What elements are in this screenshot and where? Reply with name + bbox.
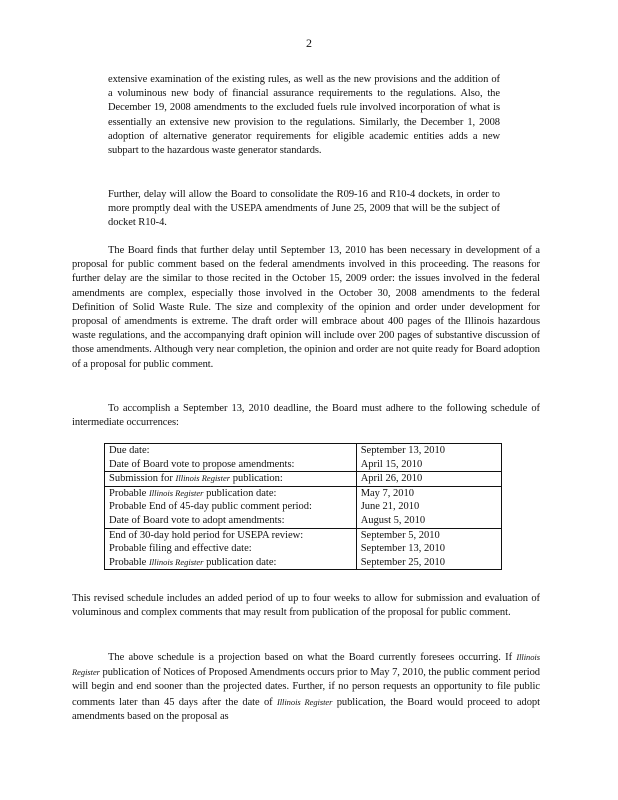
schedule-group: [105, 486, 502, 528]
paragraph-projection: The above schedule is a projection based on what the Board currently foresees occurring. If Illinois Register publication of Notices of Proposed Amendments occurs prior to May 7, 2010, the public comment period will begin and end sooner than the projected dates. Further, if no person requests an opportunity to file public comments later than 45 days after the date of Illinois Register publication, the Board would proceed to adopt amendments based on the proposal as: [72, 652, 540, 722]
schedule-group: [105, 444, 502, 472]
schedule-event: Submission for Illinois Register publication:: [109, 473, 283, 485]
schedule-events-cell: [105, 472, 357, 487]
schedule-date: April 15, 2010: [360, 458, 423, 470]
paragraph-schedule-intro: To accomplish a September 13, 2010 deadline, the Board must adhere to the following schedule of intermediate occurrences:: [72, 403, 540, 429]
schedule-dates-cell: [356, 444, 501, 472]
schedule-date: September 13, 2010: [360, 543, 445, 555]
paragraph-further-delay: The Board finds that further delay until September 13, 2010 has been necessary in development of a proposal for public comment based on the federal amendments involved in this proceeding. The reasons for further delay are the similar to those recited in the October 15, 2009 order: the issues involved in the federal amendments are complex, especially those involved in the October 30, 2008 amendments to the federal Definition of Solid Waste Rule. The size and complexity of the opinion and order under development for proposal of amendments is extreme. The draft order will embrace about 400 pages of the Illinois hazardous waste regulations, and the accompanying draft opinion will include over 200 pages of substantive discussion of those amendments. Although very near completion, the opinion and order are not quite ready for Board adoption of a proposal for public comment.: [72, 245, 540, 370]
schedule-dates-cell: [356, 528, 501, 570]
schedule-group: [105, 472, 502, 487]
schedule-events-cell: [105, 486, 357, 528]
schedule-table: [104, 443, 502, 570]
schedule-dates-cell: [356, 486, 501, 528]
schedule-event: Date of Board vote to propose amendments:: [109, 458, 295, 470]
schedule-event: Probable End of 45-day public comment period:: [109, 501, 312, 513]
schedule-group: [105, 528, 502, 570]
schedule-date: June 21, 2010: [360, 501, 420, 513]
schedule-event: Probable filing and effective date:: [109, 543, 252, 555]
schedule-date: August 5, 2010: [360, 514, 426, 526]
paragraph-revised-schedule: This revised schedule includes an added period of up to four weeks to allow for submission and evaluation of voluminous and complex comments that may result from publication of the proposal for public comment.: [72, 593, 540, 619]
page-number: 2: [306, 36, 312, 50]
schedule-dates-cell: [356, 472, 501, 487]
schedule-events-cell: [105, 444, 357, 472]
schedule-event: Date of Board vote to adopt amendments:: [109, 514, 285, 526]
schedule-date: May 7, 2010: [360, 487, 415, 499]
schedule-event: Probable Illinois Register publication date:: [109, 556, 277, 568]
schedule-event: End of 30-day hold period for USEPA review:: [109, 529, 304, 541]
paragraph-financial-assurance: extensive examination of the existing rules, as well as the new provisions and the addition of a voluminous new body of financial assurance requirements to the regulations. Also, the December 19, 2008 amendments to the excluded fuels rule involved incorporation of what is essentially an extensive new provision to the regulations. Similarly, the December 1, 2008 adoption of alternative generator requirements for eligible academic entities adds a new subpart to the hazardous waste generator standards.: [108, 74, 500, 157]
paragraph-consolidate-dockets: Further, delay will allow the Board to consolidate the R09-16 and R10-4 dockets, in order to more promptly deal with the USEPA amendments of June 25, 2009 that will be the subject of docket R10-4.: [108, 189, 500, 229]
schedule-date: April 26, 2010: [360, 473, 423, 485]
schedule-date: September 25, 2010: [360, 556, 445, 568]
schedule-event: Probable Illinois Register publication date:: [109, 487, 277, 499]
schedule-events-cell: [105, 528, 357, 570]
schedule-event: Due date:: [109, 445, 150, 456]
schedule-date: September 13, 2010: [360, 445, 445, 456]
schedule-date: September 5, 2010: [360, 529, 440, 541]
